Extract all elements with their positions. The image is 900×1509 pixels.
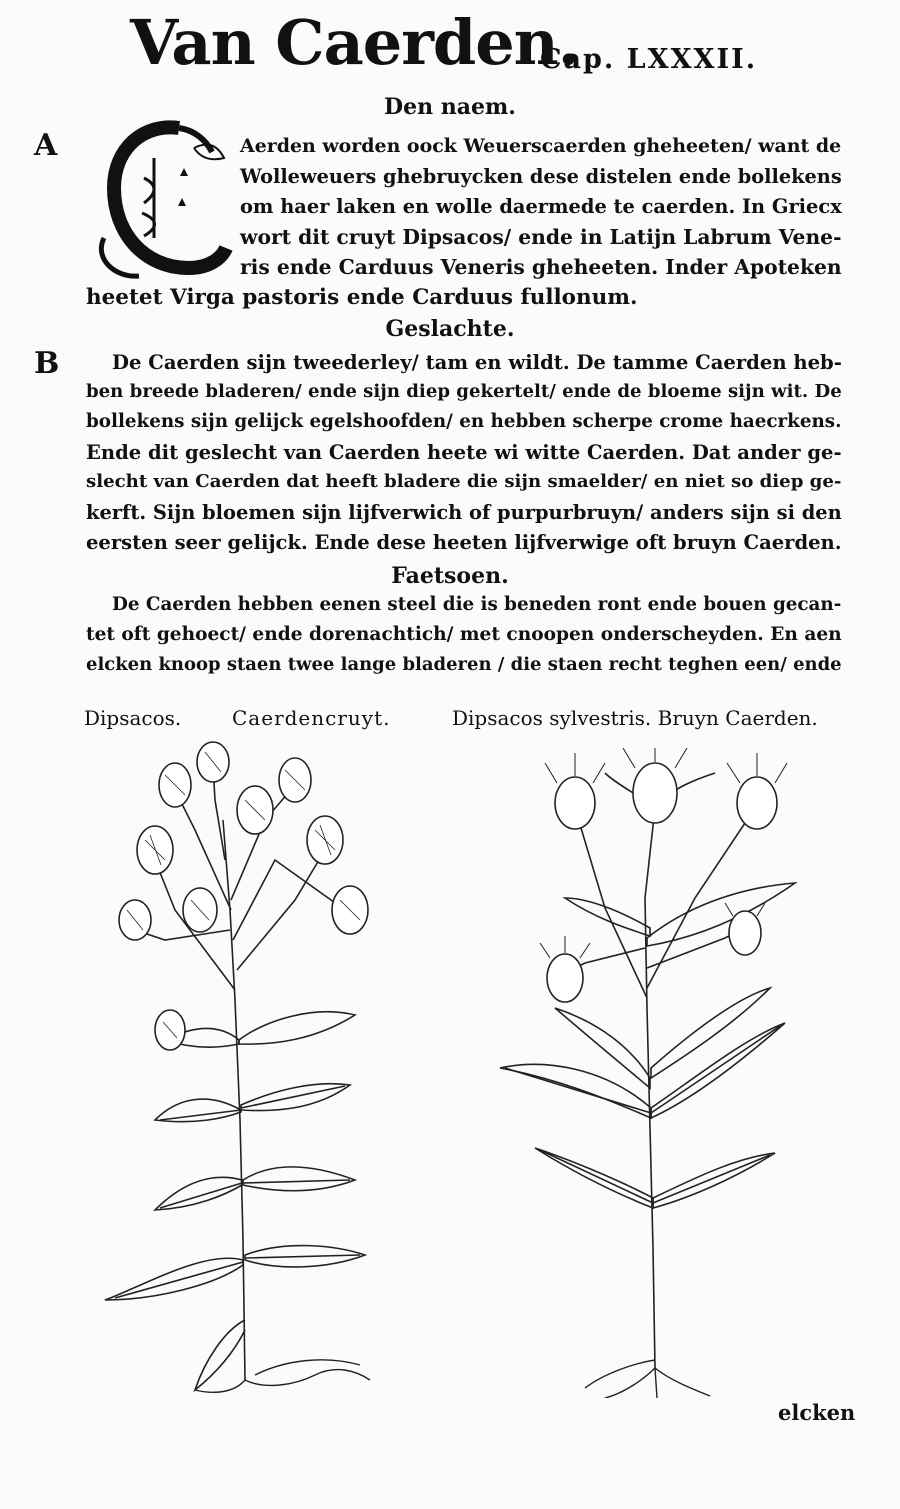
text-line: De Caerden sijn tweederley/ tam en wildt. De tamme Caerden heb- bbox=[112, 351, 842, 374]
caption-left-dutch: Caerdencruyt. bbox=[232, 706, 391, 730]
text-line: eersten seer gelijck. Ende dese heeten lijfverwige oft bruyn Caerden. bbox=[86, 531, 842, 554]
text-line: tet oft gehoect/ ende dorenachtich/ met cnoopen onderscheyden. En aen bbox=[86, 624, 842, 645]
text-line: om haer laken en wolle daermede te caerden. In Griecx bbox=[240, 195, 842, 218]
page-title: Van Caerden. bbox=[130, 6, 579, 79]
margin-marker-a: A bbox=[34, 128, 58, 163]
text-line: De Caerden hebben eenen steel die is beneden ront ende bouen gecan- bbox=[112, 594, 842, 615]
text-line: slecht van Caerden dat heeft bladere die sijn smaelder/ en niet so diep ge- bbox=[86, 471, 842, 492]
caption-right: Dipsacos sylvestris. Bruyn Caerden. bbox=[452, 706, 818, 730]
wild-teasel-woodcut-illustration bbox=[495, 748, 805, 1398]
section-heading-naem: Den naem. bbox=[384, 94, 516, 120]
catchword: elcken bbox=[778, 1400, 856, 1425]
text-line: Wolleweuers ghebruycken dese distelen ende bollekens bbox=[240, 165, 842, 188]
text-line: Ende dit geslecht van Caerden heete wi witte Caerden. Dat ander ge- bbox=[86, 441, 842, 464]
decorated-initial-c bbox=[84, 118, 234, 283]
text-line: wort dit cruyt Dipsacos/ ende in Latijn Labrum Vene- bbox=[240, 225, 842, 249]
text-line: Aerden worden oock Weuerscaerden gheheeten/ want de bbox=[240, 135, 842, 157]
section-heading-faetsoen: Faetsoen. bbox=[391, 563, 509, 589]
teasel-woodcut-illustration bbox=[95, 740, 395, 1400]
text-line: elcken knoop staen twee lange bladeren / die staen recht teghen een/ ende bbox=[86, 654, 842, 675]
margin-marker-b: B bbox=[34, 346, 60, 381]
text-line: kerft. Sijn bloemen sijn lijfverwich of purpurbruyn/ anders sijn si den bbox=[86, 501, 842, 524]
text-line: ben breede bladeren/ ende sijn diep gekertelt/ ende de bloeme sijn wit. De bbox=[86, 381, 842, 402]
chapter-number: Cap. LXXXII. bbox=[540, 44, 758, 75]
text-line: heetet Virga pastoris ende Carduus fullonum. bbox=[86, 285, 638, 310]
text-line: bollekens sijn gelijck egelshoofden/ en hebben scherpe crome haecrkens. bbox=[86, 411, 842, 432]
caption-left-latin: Dipsacos. bbox=[84, 706, 182, 730]
section-heading-geslachte: Geslachte. bbox=[385, 316, 515, 342]
text-line: ris ende Carduus Veneris gheheeten. Inder Apoteken bbox=[240, 255, 842, 279]
